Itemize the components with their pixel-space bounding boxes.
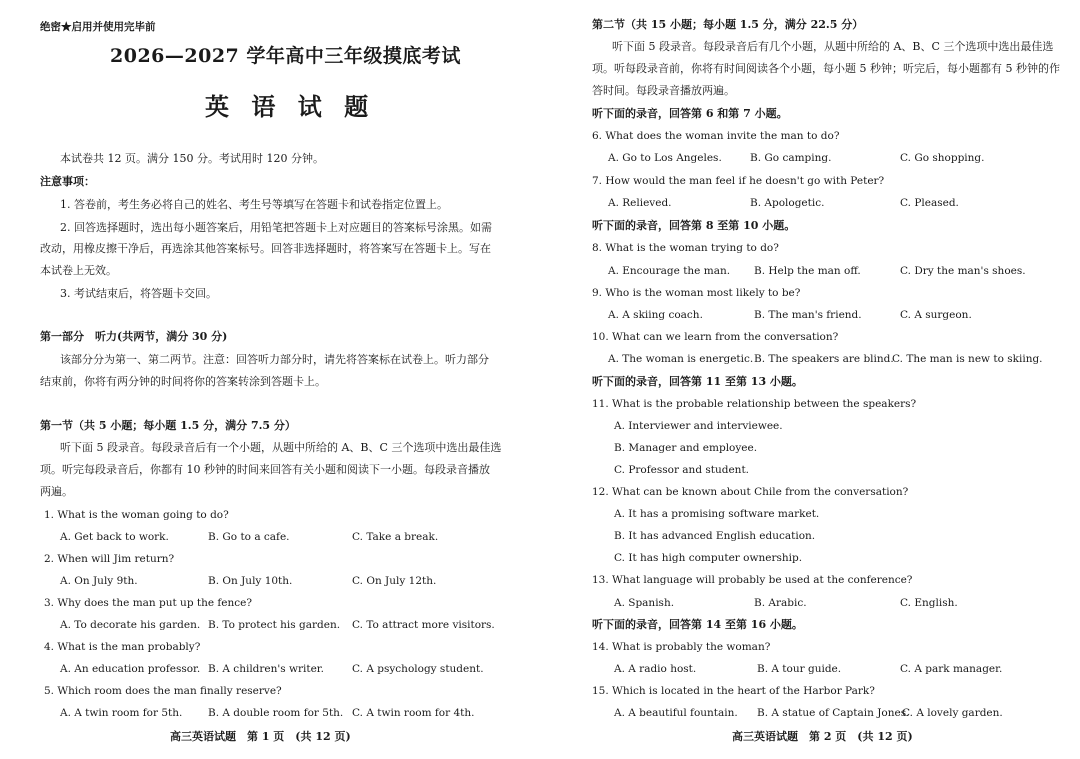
option-a: A. On July 9th. — [60, 575, 138, 587]
option-a: A. Get back to work. — [60, 531, 169, 543]
question-1: 1. What is the woman going to do? — [44, 509, 229, 521]
section1-desc: 两遍。 — [40, 485, 73, 498]
page-footer: 高三英语试题 第 2 页 (共 12 页) — [732, 730, 913, 743]
exam-intro: 本试卷共 12 页。满分 150 分。考试用时 120 分钟。 — [60, 152, 324, 165]
option-b: B. A tour guide. — [757, 663, 842, 675]
option-b: B. On July 10th. — [208, 575, 293, 587]
question-11: 11. What is the probable relationship between the speakers? — [592, 398, 917, 410]
section1-desc: 听下面 5 段录音。每段录音后有一个小题，从题中所给的 A、B、C 三个选项中选出最佳选 — [60, 441, 502, 454]
question-9: 9. Who is the woman most likely to be? — [592, 287, 801, 299]
option-a: A. A skiing coach. — [608, 309, 703, 321]
option-a: A. Go to Los Angeles. — [608, 152, 722, 164]
question-14: 14. What is probably the woman? — [592, 641, 771, 653]
option-b: B. A double room for 5th. — [208, 707, 344, 719]
option-b: B. It has advanced English education. — [614, 530, 816, 542]
note-line: 3. 考试结束后，将答题卡交回。 — [60, 287, 217, 300]
option-a: A. A beautiful fountain. — [614, 707, 738, 719]
note-line: 本试卷上无效。 — [40, 264, 117, 277]
question-13: 13. What language will probably be used at the conference? — [592, 574, 913, 586]
option-b: B. Arabic. — [754, 597, 807, 609]
option-c: C. Dry the man's shoes. — [900, 265, 1026, 277]
subject-title: 英 语 试 题 — [205, 92, 376, 121]
question-6: 6. What does the woman invite the man to do? — [592, 130, 840, 142]
option-a: A. A twin room for 5th. — [60, 707, 183, 719]
option-b: B. Go to a cafe. — [208, 531, 290, 543]
section1-heading: 第一节（共 5 小题；每小题 1.5 分，满分 7.5 分） — [40, 419, 296, 432]
option-b: B. Go camping. — [750, 152, 832, 164]
option-c: C. A psychology student. — [352, 663, 484, 675]
question-7: 7. How would the man feel if he doesn't go with Peter? — [592, 175, 885, 187]
exam-page-1 — [40, 0, 500, 759]
option-c: C. Professor and student. — [614, 464, 750, 476]
group-instruction: 听下面的录音，回答第 11 至第 13 小题。 — [592, 375, 803, 388]
option-c: C. A park manager. — [900, 663, 1003, 675]
note-line: 2. 回答选择题时，选出每小题答案后，用铅笔把答题卡上对应题目的答案标号涂黑。如需 — [60, 221, 492, 234]
option-b: B. The speakers are blind. — [754, 353, 894, 365]
option-a: A. To decorate his garden. — [60, 619, 201, 631]
part1-desc: 该部分分为第一、第二两节。注意：回答听力部分时，请先将答案标在试卷上。听力部分 — [60, 353, 489, 366]
option-c: C. The man is new to skiing. — [892, 353, 1043, 365]
note-line: 1. 答卷前，考生务必将自己的姓名、考生号等填写在答题卡和试卷指定位置上。 — [60, 198, 448, 211]
question-10: 10. What can we learn from the conversation? — [592, 331, 839, 343]
question-12: 12. What can be known about Chile from the conversation? — [592, 486, 909, 498]
notes-heading: 注意事项： — [40, 175, 95, 188]
section2-desc: 项。听每段录音前，你将有时间阅读各个小题，每小题 5 秒钟；听完后，每小题都有 5 秒钟的作 — [592, 62, 1060, 75]
page-footer: 高三英语试题 第 1 页 (共 12 页) — [170, 730, 351, 743]
question-5: 5. Which room does the man finally reserve? — [44, 685, 282, 697]
option-c: C. Go shopping. — [900, 152, 985, 164]
option-c: C. English. — [900, 597, 958, 609]
option-c: C. A surgeon. — [900, 309, 972, 321]
option-a: A. Relieved. — [608, 197, 672, 209]
section2-desc: 听下面 5 段录音。每段录音后有几个小题，从题中所给的 A、B、C 三个选项中选出最佳选 — [612, 40, 1054, 53]
option-b: B. A statue of Captain Jones. — [757, 707, 910, 719]
group-instruction: 听下面的录音，回答第 8 至第 10 小题。 — [592, 219, 796, 232]
exam-page-2 — [592, 0, 1060, 759]
section1-desc: 项。听完每段录音后，你都有 10 秒钟的时间来回答有关小题和阅读下一小题。每段录音播放 — [40, 463, 490, 476]
option-b: B. To protect his garden. — [208, 619, 341, 631]
part1-desc: 结束前，你将有两分钟的时间将你的答案转涂到答题卡上。 — [40, 375, 326, 388]
option-b: B. The man's friend. — [754, 309, 862, 321]
exam-title: 2026—2027 学年高中三年级摸底考试 — [110, 45, 461, 67]
question-2: 2. When will Jim return? — [44, 553, 175, 565]
confidential-label: 绝密★启用并使用完毕前 — [40, 21, 156, 33]
question-4: 4. What is the man probably? — [44, 641, 201, 653]
section2-heading: 第二节（共 15 小题；每小题 1.5 分，满分 22.5 分） — [592, 18, 864, 31]
option-c: C. A twin room for 4th. — [352, 707, 475, 719]
option-c: C. It has high computer ownership. — [614, 552, 803, 564]
option-b: B. Help the man off. — [754, 265, 861, 277]
part1-heading: 第一部分 听力(共两节，满分 30 分) — [40, 330, 228, 343]
option-a: A. Interviewer and interviewee. — [614, 420, 783, 432]
option-b: B. A children's writer. — [208, 663, 325, 675]
note-line: 改动，用橡皮擦干净后，再选涂其他答案标号。回答非选择题时，将答案写在答题卡上。写在 — [40, 242, 491, 255]
group-instruction: 听下面的录音，回答第 6 和第 7 小题。 — [592, 107, 788, 120]
option-c: C. Take a break. — [352, 531, 439, 543]
section2-desc: 答时间。每段录音播放两遍。 — [592, 84, 735, 97]
question-3: 3. Why does the man put up the fence? — [44, 597, 252, 609]
option-c: C. On July 12th. — [352, 575, 437, 587]
option-c: C. To attract more visitors. — [352, 619, 495, 631]
option-c: C. Pleased. — [900, 197, 959, 209]
option-a: A. Spanish. — [614, 597, 675, 609]
option-a: A. It has a promising software market. — [614, 508, 820, 520]
option-a: A. Encourage the man. — [608, 265, 731, 277]
question-15: 15. Which is located in the heart of the Harbor Park? — [592, 685, 875, 697]
group-instruction: 听下面的录音，回答第 14 至第 16 小题。 — [592, 618, 803, 631]
option-a: A. A radio host. — [614, 663, 697, 675]
option-a: A. The woman is energetic. — [608, 353, 754, 365]
option-b: B. Manager and employee. — [614, 442, 758, 454]
option-c: C. A lovely garden. — [902, 707, 1003, 719]
option-b: B. Apologetic. — [750, 197, 825, 209]
option-a: A. An education professor. — [60, 663, 201, 675]
question-8: 8. What is the woman trying to do? — [592, 242, 779, 254]
